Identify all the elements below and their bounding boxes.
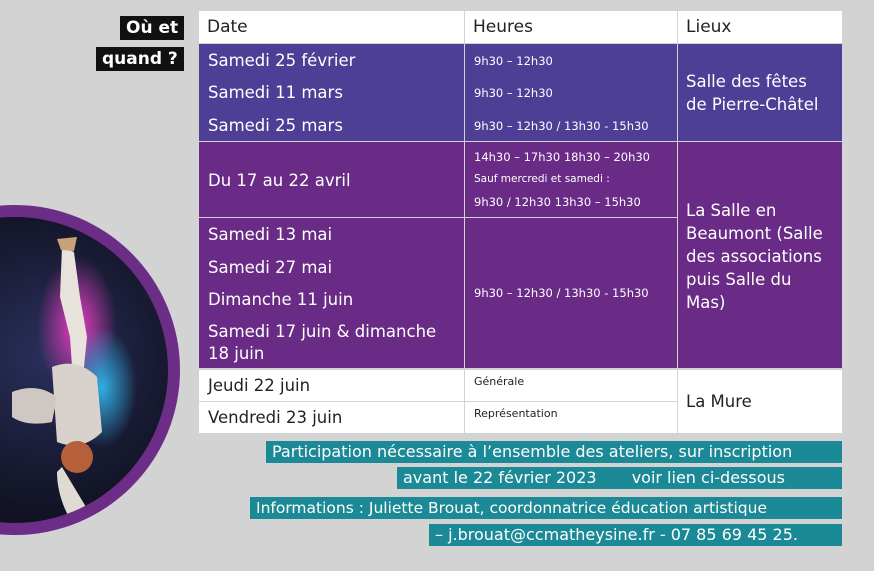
dancer-silhouette-icon: [0, 217, 168, 523]
lieu-line: Salle des fêtes: [686, 72, 807, 91]
hour-item: 14h30 – 17h30 18h30 – 20h30: [474, 150, 650, 164]
date-item: Vendredi 23 juin: [208, 408, 343, 427]
group2a-hours: [465, 142, 677, 217]
date-item: Samedi 17 juin & dimanche: [208, 322, 437, 341]
header-heures: Heures: [465, 11, 677, 43]
lieu-line: Mas): [686, 293, 726, 312]
group3-hour-1: [465, 370, 677, 401]
heading-line-1: Où et: [120, 16, 184, 40]
info-link-note: voir lien ci-dessous: [631, 468, 785, 487]
date-item: Jeudi 22 juin: [208, 376, 311, 395]
info-email-phone[interactable]: – j.brouat@ccmatheysine.fr - 07 85 69 45 25.: [429, 524, 842, 546]
group3-date-1: [199, 370, 464, 401]
date-item: Samedi 25 mars: [208, 116, 343, 135]
lieu-line: des associations: [686, 247, 822, 266]
date-item: Du 17 au 22 avril: [208, 171, 351, 190]
heading-line-2: quand ?: [96, 47, 184, 71]
date-item: Samedi 27 mai: [208, 258, 333, 277]
dancer-photo-inner: [0, 217, 168, 523]
dancer-photo: [0, 205, 180, 535]
date-item: Samedi 25 février: [208, 51, 356, 70]
hour-item: 9h30 – 12h30: [474, 54, 553, 68]
hour-item: 9h30 / 12h30 13h30 – 15h30: [474, 195, 641, 209]
lieu-line: Beaumont (Salle: [686, 224, 823, 243]
lieu-line: de Pierre-Châtel: [686, 95, 819, 114]
date-item: Samedi 13 mai: [208, 225, 333, 244]
group1-lieu: [678, 44, 842, 141]
lieu-line: puis Salle du: [686, 270, 792, 289]
date-item: Dimanche 11 juin: [208, 290, 354, 309]
lieu-line: La Mure: [686, 392, 752, 411]
date-item: 18 juin: [208, 344, 265, 363]
hour-item: Générale: [474, 375, 525, 388]
group2a-date: [199, 142, 464, 217]
group2b-hours: [465, 218, 677, 368]
info-participation: Participation nécessaire à l’ensemble des ateliers, sur inscription: [266, 441, 842, 463]
group2-lieu: [678, 142, 842, 368]
group1-hours: [465, 44, 677, 141]
lieu-line: La Salle en: [686, 201, 777, 220]
hour-item: Sauf mercredi et samedi :: [474, 173, 610, 185]
hour-item: 9h30 – 12h30 / 13h30 - 15h30: [474, 119, 649, 133]
header-lieux: Lieux: [678, 11, 842, 43]
hour-item: Représentation: [474, 407, 558, 420]
group1-dates: [199, 44, 464, 141]
group3-hour-2: [465, 402, 677, 433]
info-deadline-date: avant le 22 février 2023: [403, 468, 597, 487]
group3-date-2: [199, 402, 464, 433]
group3-lieu: [678, 370, 842, 433]
hour-item: 9h30 – 12h30: [474, 86, 553, 100]
info-contact: Informations : Juliette Brouat, coordonnatrice éducation artistique: [250, 497, 842, 519]
group2b-dates: [199, 218, 464, 368]
header-date: Date: [199, 11, 464, 43]
hour-item: 9h30 – 12h30 / 13h30 - 15h30: [474, 286, 649, 300]
info-deadline: [397, 467, 842, 489]
date-item: Samedi 11 mars: [208, 83, 343, 102]
